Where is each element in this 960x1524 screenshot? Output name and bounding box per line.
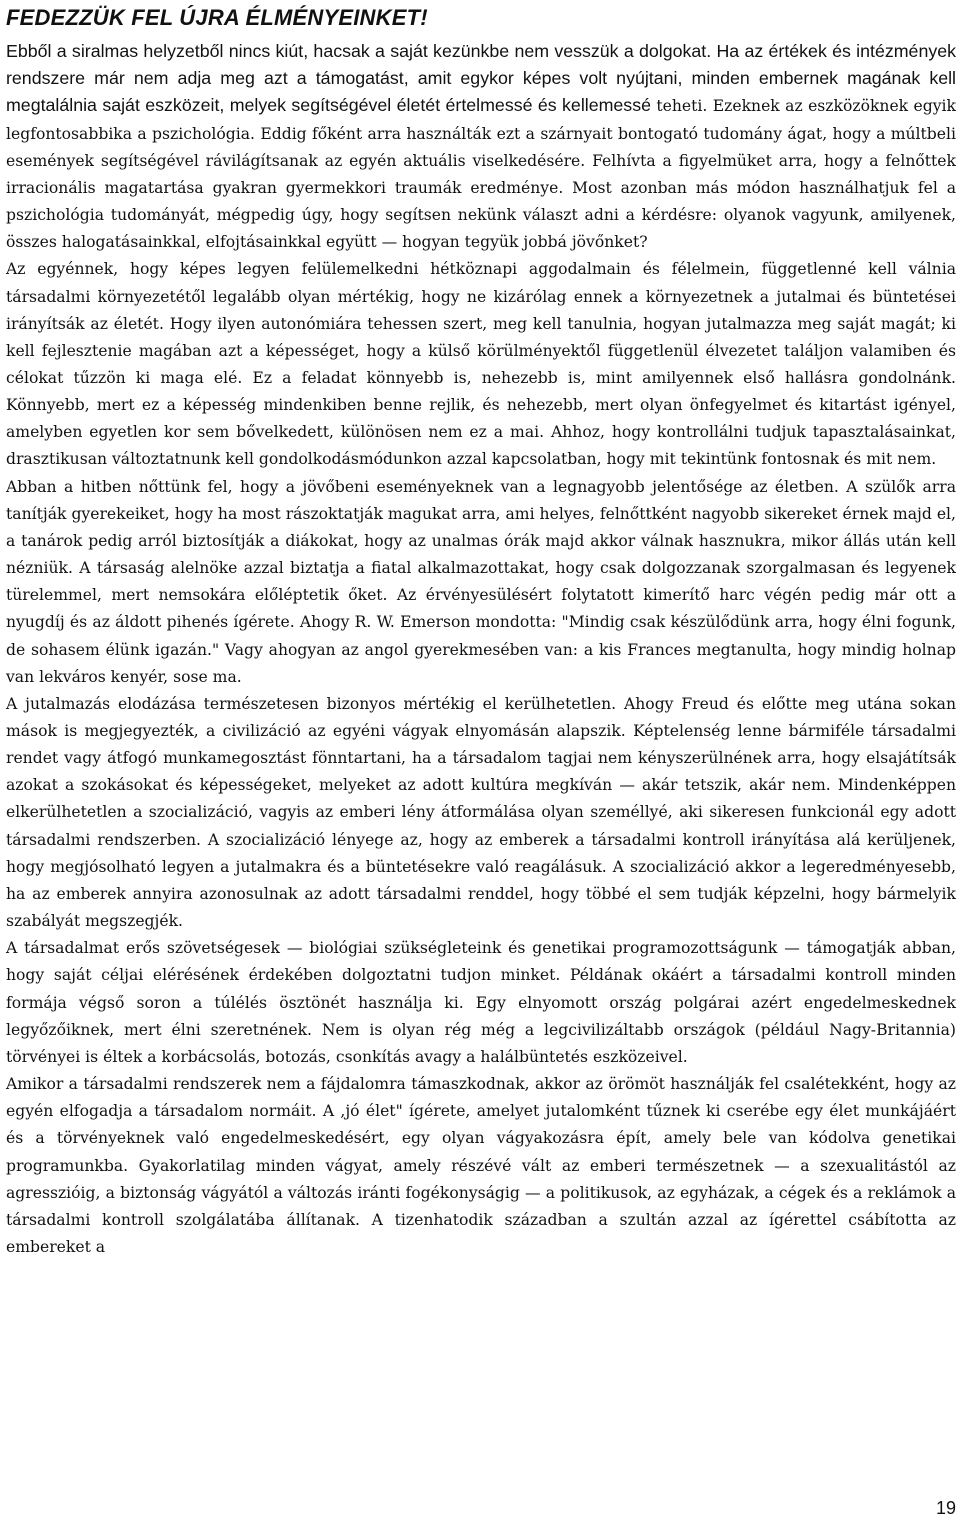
page-number: 19 (935, 1498, 956, 1518)
paragraph-1-serif-text: teheti. Ezeknek az eszközöknek egyik legfontosabbika a pszichológia. Eddig főként arra használták ezt a szárnyait bontogató tudomány ágat, hogy a múltbeli események segítségével rávilágítsanak az egyén aktuális viselkedésére. Felhívta a figyelmüket arra, hogy a felnőttek irracionális magatartása gyakran gyermekkori traumák eredménye. Most azonban más módon használhatjuk fel a pszichológia tudományát, mégpedig úgy, hogy segítsen nekünk választ adni a kérdésre: olyanok vagyunk, amilyenek, összes halogatásainkkal, elfojtásainkkal együtt — hogyan tegyük jobbá jövőnket? (6, 97, 956, 252)
paragraph-6: Amikor a társadalmi rendszerek nem a fájdalomra támaszkodnak, akkor az örömöt használják fel csalétekként, hogy az egyén elfogadja a társadalom normáit. A ,jó élet" ígérete, amelyet jutalomként tűznek ki cserébe egy élet munkájáért és a törvényeknek való engedelmeskedésért, egy olyan vágyakozásra épít, amely bele van kódolva genetikai programunkba. Gyakorlatilag minden vágyat, amely részévé vált az emberi természetnek — a szexualitástól az agresszióig, a biztonság vágyától a változás iránti fogékonyságig — a politikusok, az egyházak, a cégek és a reklámok a társadalmi kontroll szolgálatába állítanak. A tizenhatodik században a szultán azzal az ígérettel csábította az embereket a (6, 1075, 956, 1256)
paragraph-1-sans-text: Ebből a siralmas helyzetből nincs kiút, hacsak a saját kezünkbe nem vesszük a dolgokat. Ha az értékek és intézmények rendszere már nem adja meg azt a támogatást, amit egykor képes volt nyújtani, minden embernek magának kell megtalálnia saját eszközeit, melyek segítségével életét értelmessé és kellemessé (6, 41, 956, 116)
paragraph-4: A jutalmazás elodázása természetesen bizonyos mértékig el kerülhetetlen. Ahogy Freud és előtte meg utána sokan mások is megjegyezték, a civilizáció az egyéni vágyak elnyomásán alapszik. Képtelenség lenne bármiféle társadalmi rendet vagy átfogó munkamegosztást fönntartani, ha a társadalom tagjai nem kényszerülnének arra, hogy elsajátítsák azokat a szokásokat és képességeket, melyeket az adott kultúra megkíván — akár tetszik, akár nem. Mindenképpen elkerülhetetlen a szocializáció, vagyis az emberi lény átformálása olyan személlyé, aki sikeresen funkcionál egy adott társadalmi rendszerben. A szocializáció lényege az, hogy az emberek a társadalmi kontroll irányítása alá kerüljenek, hogy megjósolható legyen a jutalmakra és a büntetésekre való reagálásuk. A szocializáció akkor a legeredményesebb, ha az emberek annyira azonosulnak az adott társadalmi renddel, hogy többé el sem tudják képzelni, hogy bármelyik szabályát megszegjék. (6, 694, 956, 931)
paragraph-2: Az egyénnek, hogy képes legyen felülemelkedni hétköznapi aggodalmain és félelmein, függetlenné kell válnia társadalmi környezetétől legalább olyan mértékig, hogy ne kizárólag ennek a környezetnek a jutalmai és büntetései irányítsák az életét. Hogy ilyen autonómiára tehessen szert, meg kell tanulnia, hogyan jutalmazza meg saját magát; ki kell fejlesztenie magában azt a képességet, hogy a külső körülményektől függetlenül élvezetet találjon valamiben és célokat tűzzön ki maga elé. Ez a feladat könnyebb is, nehezebb is, mint amilyennek első hallásra gondolnánk. Könnyebb, mert ez a képesség mindenkiben benne rejlik, és nehezebb, mert olyan önfegyelmet és kitartást igényel, amelyben egyetlen kor sem bővelkedett, különösen nem ez a mai. Ahhoz, hogy kontrollálni tudjuk tapasztalásainkat, drasztikusan változtatnunk kell gondolkodásmódunkon azzal kapcsolatban, hogy mit tekintünk fontosnak és mit nem. (6, 260, 956, 469)
paragraph-1 (6, 38, 956, 256)
page-title: FEDEZZÜK FEL ÚJRA ÉLMÉNYEINKET! (6, 5, 428, 30)
paragraph-3: Abban a hitben nőttünk fel, hogy a jövőbeni eseményeknek van a legnagyobb jelentősége az életben. A szülők arra tanítják gyerekeiket, hogy ha most rászoktatják magukat arra, ami helyes, felnőttként nagyobb sikereket érnek majd el, a tanárok pedig arról biztosítják a diákokat, hogy az unalmas órák majd akkor válnak hasznukra, mikor állás után kell nézniük. A társaság alelnöke azzal biztatja a fiatal alkalmazottakat, hogy csak dolgozzanak szorgalmasan és legyenek türelemmel, mert nemsokára előléptetik őket. Az érvényesülésért folytatott kimerítő harc végén pedig már ott a nyugdíj és az áldott pihenés ígérete. Ahogy R. W. Emerson mondotta: "Mindig csak készülődünk arra, hogy élni fogunk, de sohasem élünk igazán." Vagy ahogyan az angol gyerekmesében van: a kis Frances megtanulta, hogy mindig holnap van lekváros kenyér, sose ma. (6, 477, 956, 686)
paragraph-5: A társadalmat erős szövetségesek — biológiai szükségleteink és genetikai programozottságunk — támogatják abban, hogy saját céljai elérésének érdekében dolgoztatni tudjon minket. Példának okáért a társadalmi kontroll minden formája végső soron a túlélés ösztönét használja ki. Egy elnyomott ország polgárai azért engedelmeskednek legyőzőiknek, mert élni szeretnének. Nem is olyan rég még a legcivilizáltabb országok (például Nagy-Britannia) törvényei is éltek a korbácsolás, botozás, csonkítás avagy a halálbüntetés eszközeivel. (6, 939, 956, 1066)
document-page (6, 0, 956, 1261)
